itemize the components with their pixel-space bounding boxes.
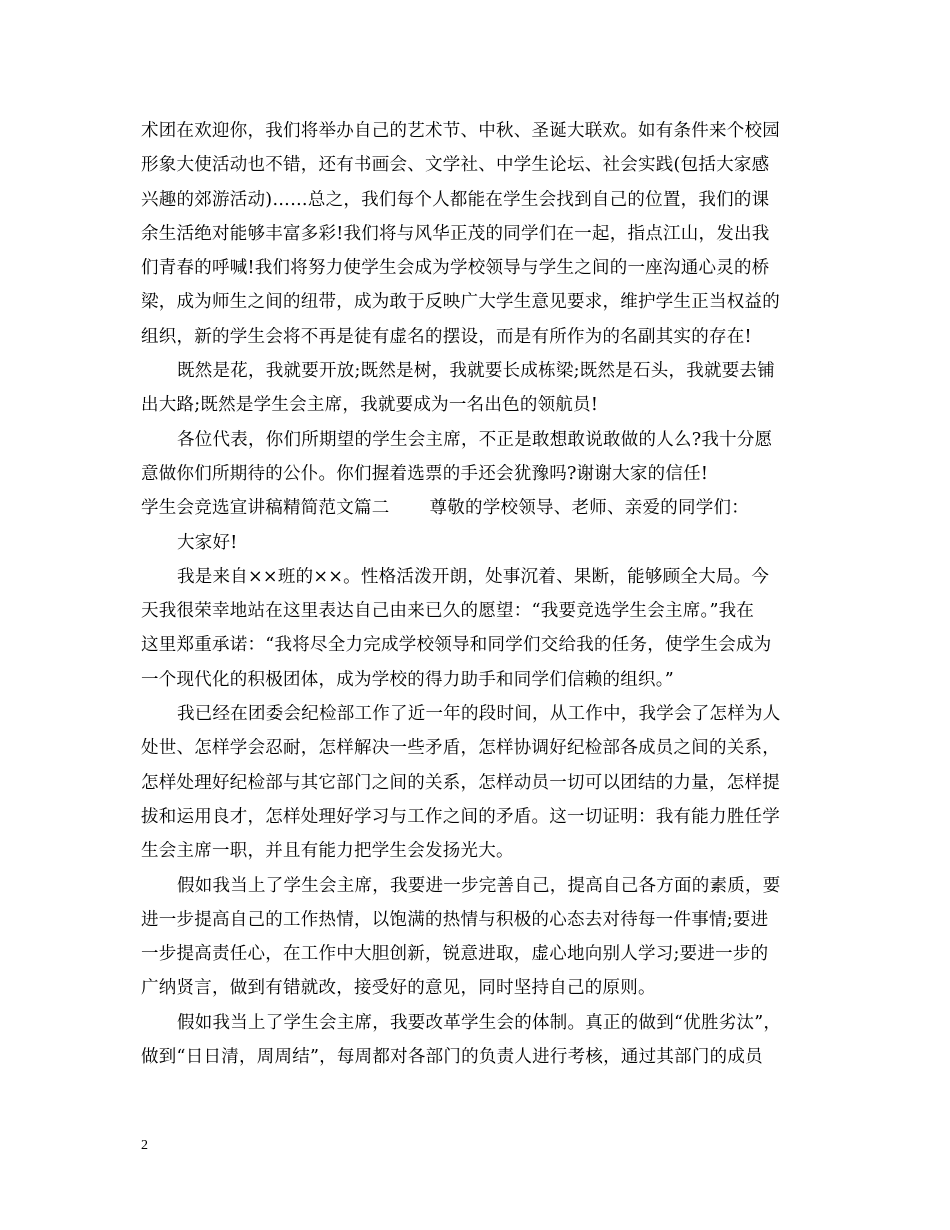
text-line: 生会主席一职，并且有能力把学生会发扬光大。 (141, 841, 514, 862)
text-line: 一步提高责任心，在工作中大胆创新，锐意进取，虚心地向别人学习;要进一步的 (141, 944, 769, 965)
text-line: 形象大使活动也不错，还有书画会、文学社、中学生论坛、社会实践(包括大家感 (141, 155, 770, 176)
text-line: 处世、怎样学会忍耐，怎样解决一些矛盾，怎样协调好纪检部各成员之间的关系， (141, 738, 780, 759)
paragraph-start-line: 各位代表，你们所期望的学生会主席，不正是敢想敢说敢做的人么?我十分愿 (177, 429, 773, 450)
text-line: 余生活绝对能够丰富多彩!我们将与风华正茂的同学们在一起，指点江山，发出我 (141, 223, 770, 244)
text-line: 兴趣的郊游活动)……总之，我们每个人都能在学生会找到自己的位置，我们的课 (141, 189, 770, 210)
text-line: 梁，成为师生之间的纽带，成为敢于反映广大学生意见要求，维护学生正当权益的 (141, 292, 780, 313)
text-line: 这里郑重承诺：“我将尽全力完成学校领导和同学们交给我的任务，使学生会成为 (141, 635, 772, 656)
text-line: 术团在欢迎你，我们将举办自己的艺术节、中秋、圣诞大联欢。如有条件来个校园 (141, 121, 780, 141)
text-line: 广纳贤言，做到有错就改，接受好的意见，同时坚持自己的原则。 (141, 978, 656, 999)
text-line: 进一步提高自己的工作热情，以饱满的热情与积极的心态去对待每一件事情;要进 (141, 909, 769, 930)
paragraph-start-line: 既然是花，我就要开放;既然是树，我就要长成栋梁;既然是石头，我就要去铺 (177, 361, 776, 382)
text-line: 一个现代化的积极团体，成为学校的得力助手和同学们信赖的组织。” (141, 669, 674, 690)
text-line: 做到“日日清，周周结”，每周都对各部门的负责人进行考核，通过其部门的成员 (141, 1047, 763, 1068)
salutation: 尊敬的学校领导、老师、亲爱的同学们： (429, 498, 749, 519)
text-line: 出大路;既然是学生会主席，我就要成为一名出色的领航员! (141, 395, 599, 416)
text-line: 们青春的呼喊!我们将努力使学生会成为学校领导与学生之间的一座沟通心灵的桥 (141, 258, 770, 279)
text-line: 天我很荣幸地站在这里表达自己由来已久的愿望：“我要竞选学生会主席。”我在 (141, 601, 755, 622)
text-line: 组织，新的学生会将不再是徒有虚名的摆设，而是有所作为的名副其实的存在! (141, 326, 752, 347)
paragraph-start-line: 假如我当上了学生会主席，我要改革学生会的体制。真正的做到“优胜劣汰”， (177, 1012, 782, 1033)
text-line: 怎样处理好纪检部与其它部门之间的关系，怎样动员一切可以团结的力量，怎样提 (141, 772, 780, 793)
text-line: 意做你们所期待的公仆。你们握着选票的手还会犹豫吗?谢谢大家的信任! (141, 463, 709, 484)
document-body (141, 114, 813, 1074)
paragraph-start-line: 我是来自××班的××。性格活泼开朗，处事沉着、果断，能够顾全大局。今 (177, 566, 770, 587)
greeting-line: 大家好! (177, 532, 238, 553)
section-title: 学生会竞选宣讲稿精简范文篇二 (141, 498, 390, 519)
text-line: 拔和运用良才，怎样处理好学习与工作之间的矛盾。这一切证明：我有能力胜任学 (141, 806, 780, 827)
section-heading-line (141, 491, 813, 525)
page-number: 2 (141, 1138, 148, 1153)
paragraph-start-line: 假如我当上了学生会主席，我要进一步完善自己，提高自己各方面的素质，要 (177, 875, 781, 896)
paragraph-start-line: 我已经在团委会纪检部工作了近一年的段时间，从工作中，我学会了怎样为人 (177, 704, 781, 725)
